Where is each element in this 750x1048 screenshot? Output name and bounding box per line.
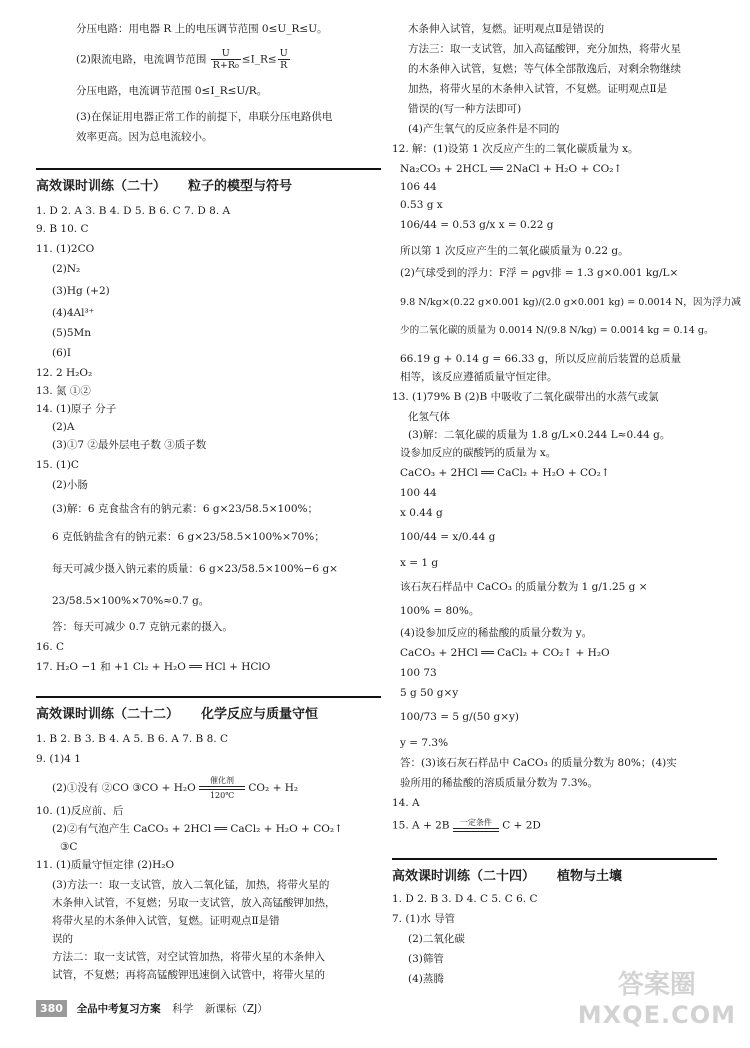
answer-line: (3)筛管 [408,953,444,965]
answer-line: 12. 解：(1)设第 1 次反应产生的二氧化碳质量为 x。 [392,143,639,155]
answer-line: (3)方法一：取一支试管，放入二氧化锰，加热，将带火星的 [52,879,330,891]
answer-line: (3)解：二氧化碳的质量为 1.8 g/L×0.244 L≈0.44 g。 [408,429,671,441]
answer-line: 设参加反应的碳酸钙的质量为 x。 [400,447,557,459]
answer-line: 16. C [36,641,65,653]
answer-line: 9.8 N/kg×(0.22 g×0.001 kg)/(2.0 g×0.001 kg) = 0.0014 N，因为浮力减 [400,297,741,308]
answer-line: (3)Hg (+2) [52,285,110,297]
answer-line: (2)A [52,421,75,433]
answer-line: 66.19 g + 0.14 g = 66.33 g，所以反应前后装置的总质量 [400,353,682,365]
answer-line: 13. 氮 ①② [36,385,91,397]
answer-line: 试管，不复燃；再将高锰酸钾迅速倒入试管中，将带火星的 [52,969,325,981]
text-line: 分压电路：用电器 R 上的电压调节范围 0≤U_R≤U。 [76,23,328,35]
answer-line: 100 44 [400,487,437,499]
page-footer [36,1000,268,1017]
answer-line: (5)5Mn [52,327,92,339]
subject: 科学 [172,1003,194,1015]
answer-line: 相等，该反应遵循质量守恒定律。 [400,371,558,383]
answer-line: (2)N₂ [52,263,81,275]
reaction-arrow: 一定条件 [453,818,499,833]
text-line: (2)限流电路，电流调节范围 $\frac{U}{\text{R+R₀}}$ ≤I_R≤ $\frac{U}{R}$ [76,48,288,71]
answer-line: (3)①7 ②最外层电子数 ③质子数 [52,439,207,451]
answer-line: x 0.44 g [400,507,443,519]
answer-line: (6)I [52,347,72,359]
answer-line: Na₂CO₃ + 2HCL ══ 2NaCl + H₂O + CO₂↑ [400,163,623,175]
edition: 新课标（ZJ） [204,1003,268,1015]
book-title: 全品中考复习方案 [76,1003,161,1015]
answer-line: 13. (1)79% B (2)B 中吸收了二氧化碳带出的水蒸气或氯 [392,391,659,403]
answer-line: (3)解：6 克食盐含有的钠元素：6 g×23/58.5×100%； [52,503,319,515]
answer-line: 1. B 2. B 3. B 4. A 5. B 6. A 7. B 8. C [36,733,228,745]
answer-line: 木条伸入试管，不复燃；另取一支试管，放入高锰酸钾加热， [52,897,336,909]
answer-line: 15. A + 2B 一定条件 C + 2D [392,818,541,832]
answer-line: (4)设参加反应的稀盐酸的质量分数为 y。 [400,627,593,639]
answer-line: (4)产生氧气的反应条件是不同的 [408,123,560,135]
answer-line: 7. (1)水 导管 [392,913,456,925]
answer-line: (4)4Al³⁺ [52,307,95,319]
answer-line: 106/44 = 0.53 g/x x = 0.22 g [400,219,554,231]
answer-line: (4)蒸腾 [408,973,444,985]
fraction: $\frac{U}{\text{R+R₀}}$ [212,48,239,71]
answer-line: (2)②有气泡产生 CaCO₃ + 2HCl ══ CaCl₂ + H₂O + CO₂↑ [52,823,343,835]
answer-line: 答：每天可减少 0.7 克钠元素的摄入。 [52,621,233,633]
section-heading-20: 高效课时训练（二十） 粒子的模型与符号 [36,168,381,194]
answer-line: y = 7.3% [400,737,449,749]
text-line: 分压电路，电流调节范围 0≤I_R≤U/R。 [76,85,268,97]
answer-line: (2)气球受到的浮力：F浮 = ρgv排 = 1.3 g×0.001 kg/L× [400,267,679,279]
answer-line: 100% = 80%。 [400,605,480,617]
answer-line: 17. H₂O −1 和 +1 Cl₂ + H₂O ══ HCl + HClO [36,661,271,673]
answer-line: CaCO₃ + 2HCl ══ CaCl₂ + H₂O + CO₂↑ [400,467,610,479]
answer-line: 106 44 [400,181,437,193]
answer-line: 11. (1)2CO [36,243,95,255]
answer-line: ③C [60,841,78,853]
answer-line: 15. (1)C [36,459,79,471]
answer-line: 该石灰石样品中 CaCO₃ 的质量分数为 1 g/1.25 g × [400,581,648,593]
answer-line: 1. D 2. B 3. D 4. C 5. C 6. C [392,893,538,905]
answer-line: 每天可减少摄入钠元素的质量：6 g×23/58.5×100%−6 g× [52,563,338,575]
watermark-logo: 答案圈 MXQE.COM [577,970,736,1029]
answer-line: 23/58.5×100%×70%≈0.7 g。 [52,595,210,607]
page-number: 380 [36,1000,67,1017]
answer-line: (2)①没有 ②CO ③CO + H₂O 催化剂 120℃ CO₂ + H₂ [52,776,299,800]
answer-line: 1. D 2. A 3. B 4. D 5. B 6. C 7. D 8. A [36,205,231,217]
answer-line: 10. (1)反应前、后 [36,805,124,817]
section-heading-24: 高效课时训练（二十四） 植物与土壤 [392,858,717,884]
answer-line: CaCO₃ + 2HCl ══ CaCl₂ + CO₂↑ + H₂O [400,647,610,659]
answer-line: 误的 [52,933,73,945]
answer-line: 100/44 = x/0.44 g [400,531,496,543]
answer-line: 12. 2 H₂O₂ [36,367,93,379]
answer-line: 方法三：取一支试管，加入高锰酸钾，充分加热，将带火星 [408,43,681,55]
answer-line: 100 73 [400,667,437,679]
answer-line: 验所用的稀盐酸的溶质质量分数为 7.3%。 [400,777,599,789]
answer-line: (2)二氧化碳 [408,933,465,945]
answer-line: 木条伸入试管，复燃。证明观点Ⅱ是错误的 [408,23,605,35]
answer-line: 14. (1)原子 分子 [36,403,117,415]
answer-line: 的木条伸入试管，复燃；等气体全部散逸后，对剩余物继续 [408,63,681,75]
answer-line: 化氢气体 [408,411,450,423]
answer-line: 100/73 = 5 g/(50 g×y) [400,711,520,723]
answer-line: 0.53 g x [400,199,443,211]
answer-line: 5 g 50 g×y [400,687,459,699]
answer-line: 将带火星的木条伸入试管，复燃。证明观点Ⅱ是错 [52,915,280,927]
answer-line: 9. (1)4 1 [36,753,81,765]
answer-line: 错误的(写一种方法即可) [408,103,522,115]
text-line: (3)在保证用电器正常工作的前提下，串联分压电路供电 [76,111,333,123]
answer-line: 6 克低钠盐含有的钠元素：6 g×23/58.5×100%×70%； [52,531,325,543]
answer-line: (2)小肠 [52,479,88,491]
answer-line: 11. (1)质量守恒定律 (2)H₂O [36,859,175,871]
answer-line: 9. B 10. C [36,223,89,235]
answer-line: 少的二氧化碳的质量为 0.0014 N/(9.8 N/kg) = 0.0014 kg = 0.14 g。 [400,325,714,336]
answer-line: 所以第 1 次反应产生的二氧化碳质量为 0.22 g。 [400,245,629,257]
section-heading-22: 高效课时训练（二十二） 化学反应与质量守恒 [36,696,381,722]
reaction-arrow: 催化剂 120℃ [199,776,245,800]
answer-line: x = 1 g [400,557,439,569]
answer-line: 答：(3)该石灰石样品中 CaCO₃ 的质量分数为 80%；(4)实 [400,757,677,769]
answer-line: 14. A [392,797,420,809]
answer-line: 方法二：取一支试管，对空试管加热，将带火星的木条伸入 [52,951,325,963]
fraction: $\frac{U}{R}$ [279,48,288,71]
text-line: 效率更高。因为总电流较小。 [76,131,213,143]
answer-line: 加热，将带火星的木条伸入试管，不复燃。证明观点Ⅱ是 [408,83,668,95]
